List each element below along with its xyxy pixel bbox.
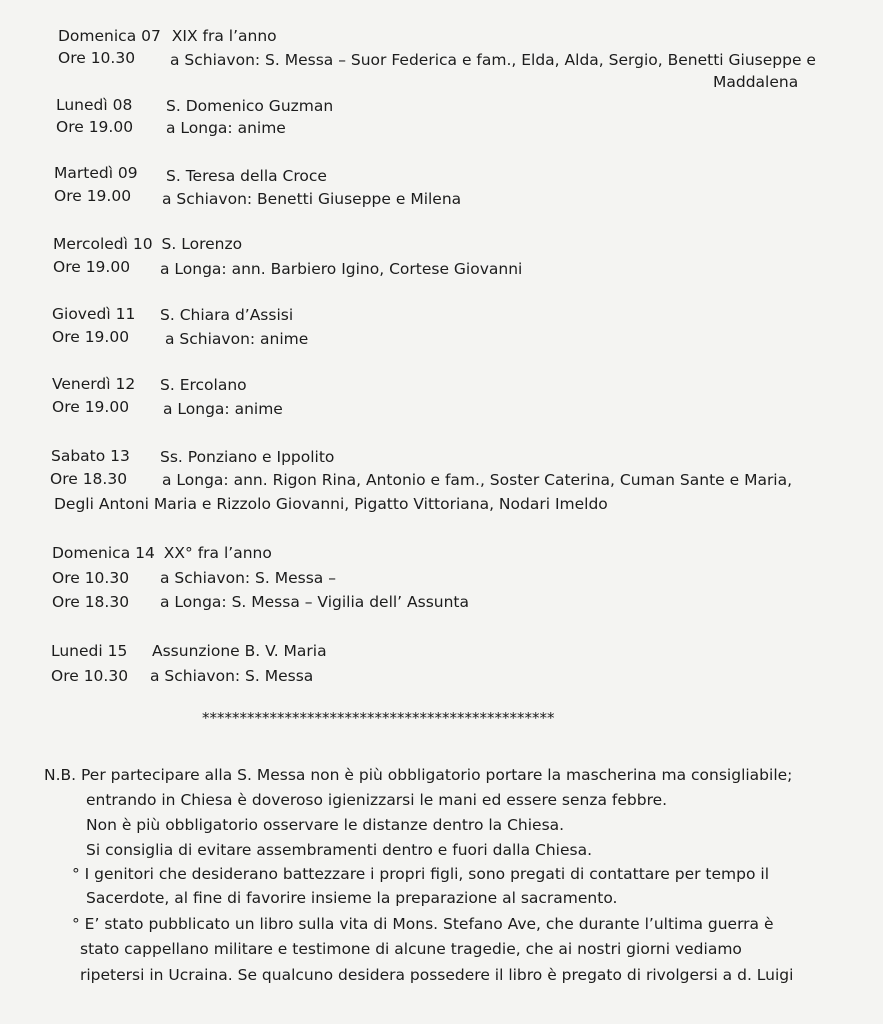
mass-intention-continued: Degli Antoni Maria e Rizzolo Giovanni, Pigatto Vittoriana, Nodari Imeldo [54, 495, 608, 513]
note-line: N.B. Per partecipare alla S. Messa non è più obbligatorio portare la mascherina ma consigliabile; [44, 766, 793, 784]
mass-time: Ore 19.00 [54, 187, 132, 205]
mass-time: Ore 10.30 [51, 667, 129, 685]
mass-time: Ore 18.30 [50, 470, 128, 488]
mass-intention: a Longa: anime [163, 400, 283, 418]
day-label: Lunedi 15 [51, 642, 128, 660]
day-heading [52, 543, 272, 563]
saint-label: S. Domenico Guzman [166, 97, 334, 115]
mass-intention: a Longa: ann. Barbiero Igino, Cortese Giovanni [160, 260, 523, 278]
saint-label: Assunzione B. V. Maria [152, 642, 327, 660]
mass-intention: a Schiavon: S. Messa – [160, 569, 336, 587]
note-line: ripetersi in Ucraina. Se qualcuno desidera possedere il libro è pregato di rivolgersi a d. Luigi [80, 966, 794, 984]
note-line: Sacerdote, al fine di favorire insieme la preparazione al sacramento. [86, 889, 618, 907]
note-line: ° I genitori che desiderano battezzare i propri figli, sono pregati di contattare per tempo il [72, 865, 770, 883]
note-line: Non è più obbligatorio osservare le distanze dentro la Chiesa. [86, 816, 565, 834]
mass-entry [58, 48, 135, 68]
mass-time: Ore 18.30 [52, 593, 130, 611]
mass-intention: a Schiavon: S. Messa [150, 667, 314, 685]
day-heading [58, 26, 277, 46]
mass-intention: a Schiavon: Benetti Giuseppe e Milena [162, 190, 462, 208]
mass-time: Ore 19.00 [52, 398, 130, 416]
note-line: stato cappellano militare e testimone di alcune tragedie, che ai nostri giorni vediamo [80, 940, 742, 958]
separator-stars: *********************************************** [202, 709, 555, 727]
saint-label: S. Teresa della Croce [166, 167, 327, 185]
day-label: Giovedì 11 [52, 305, 136, 323]
saint-label: S. Chiara d’Assisi [160, 306, 294, 324]
saint-label: S. Lorenzo [161, 235, 243, 253]
saint-label: XX° fra l’anno [163, 544, 272, 562]
day-heading [53, 234, 242, 254]
mass-intention: a Longa: ann. Rigon Rina, Antonio e fam., Soster Caterina, Cuman Sante e Maria, [162, 471, 793, 489]
day-label: Venerdì 12 [52, 375, 136, 393]
mass-time: Ore 19.00 [56, 118, 134, 136]
saint-label: XIX fra l’anno [171, 27, 277, 45]
saint-label: S. Ercolano [160, 376, 247, 394]
note-line: Si consiglia di evitare assembramenti dentro e fuori dalla Chiesa. [86, 841, 592, 859]
mass-intention: a Longa: anime [166, 119, 286, 137]
mass-intention: a Longa: S. Messa – Vigilia dell’ Assunta [160, 593, 470, 611]
day-label: Martedì 09 [54, 164, 138, 182]
mass-time: Ore 10.30 [58, 49, 136, 67]
mass-intention: a Schiavon: anime [165, 330, 309, 348]
note-line: ° E’ stato pubblicato un libro sulla vita di Mons. Stefano Ave, che durante l’ultima guerra è [72, 915, 774, 933]
day-label: Domenica 14 [52, 544, 155, 562]
mass-time: Ore 19.00 [53, 258, 131, 276]
mass-time: Ore 19.00 [52, 328, 130, 346]
day-label: Domenica 07 [58, 27, 161, 45]
mass-time: Ore 10.30 [52, 569, 130, 587]
day-label: Sabato 13 [51, 447, 130, 465]
day-label: Mercoledì 10 [53, 235, 153, 253]
saint-label: Ss. Ponziano e Ippolito [160, 448, 335, 466]
note-line: entrando in Chiesa è doveroso igienizzarsi le mani ed essere senza febbre. [86, 791, 668, 809]
mass-intention: a Schiavon: S. Messa – Suor Federica e fam., Elda, Alda, Sergio, Benetti Giuseppe e [170, 51, 816, 69]
day-label: Lunedì 08 [56, 96, 133, 114]
mass-intention-continued: Maddalena [713, 73, 799, 91]
